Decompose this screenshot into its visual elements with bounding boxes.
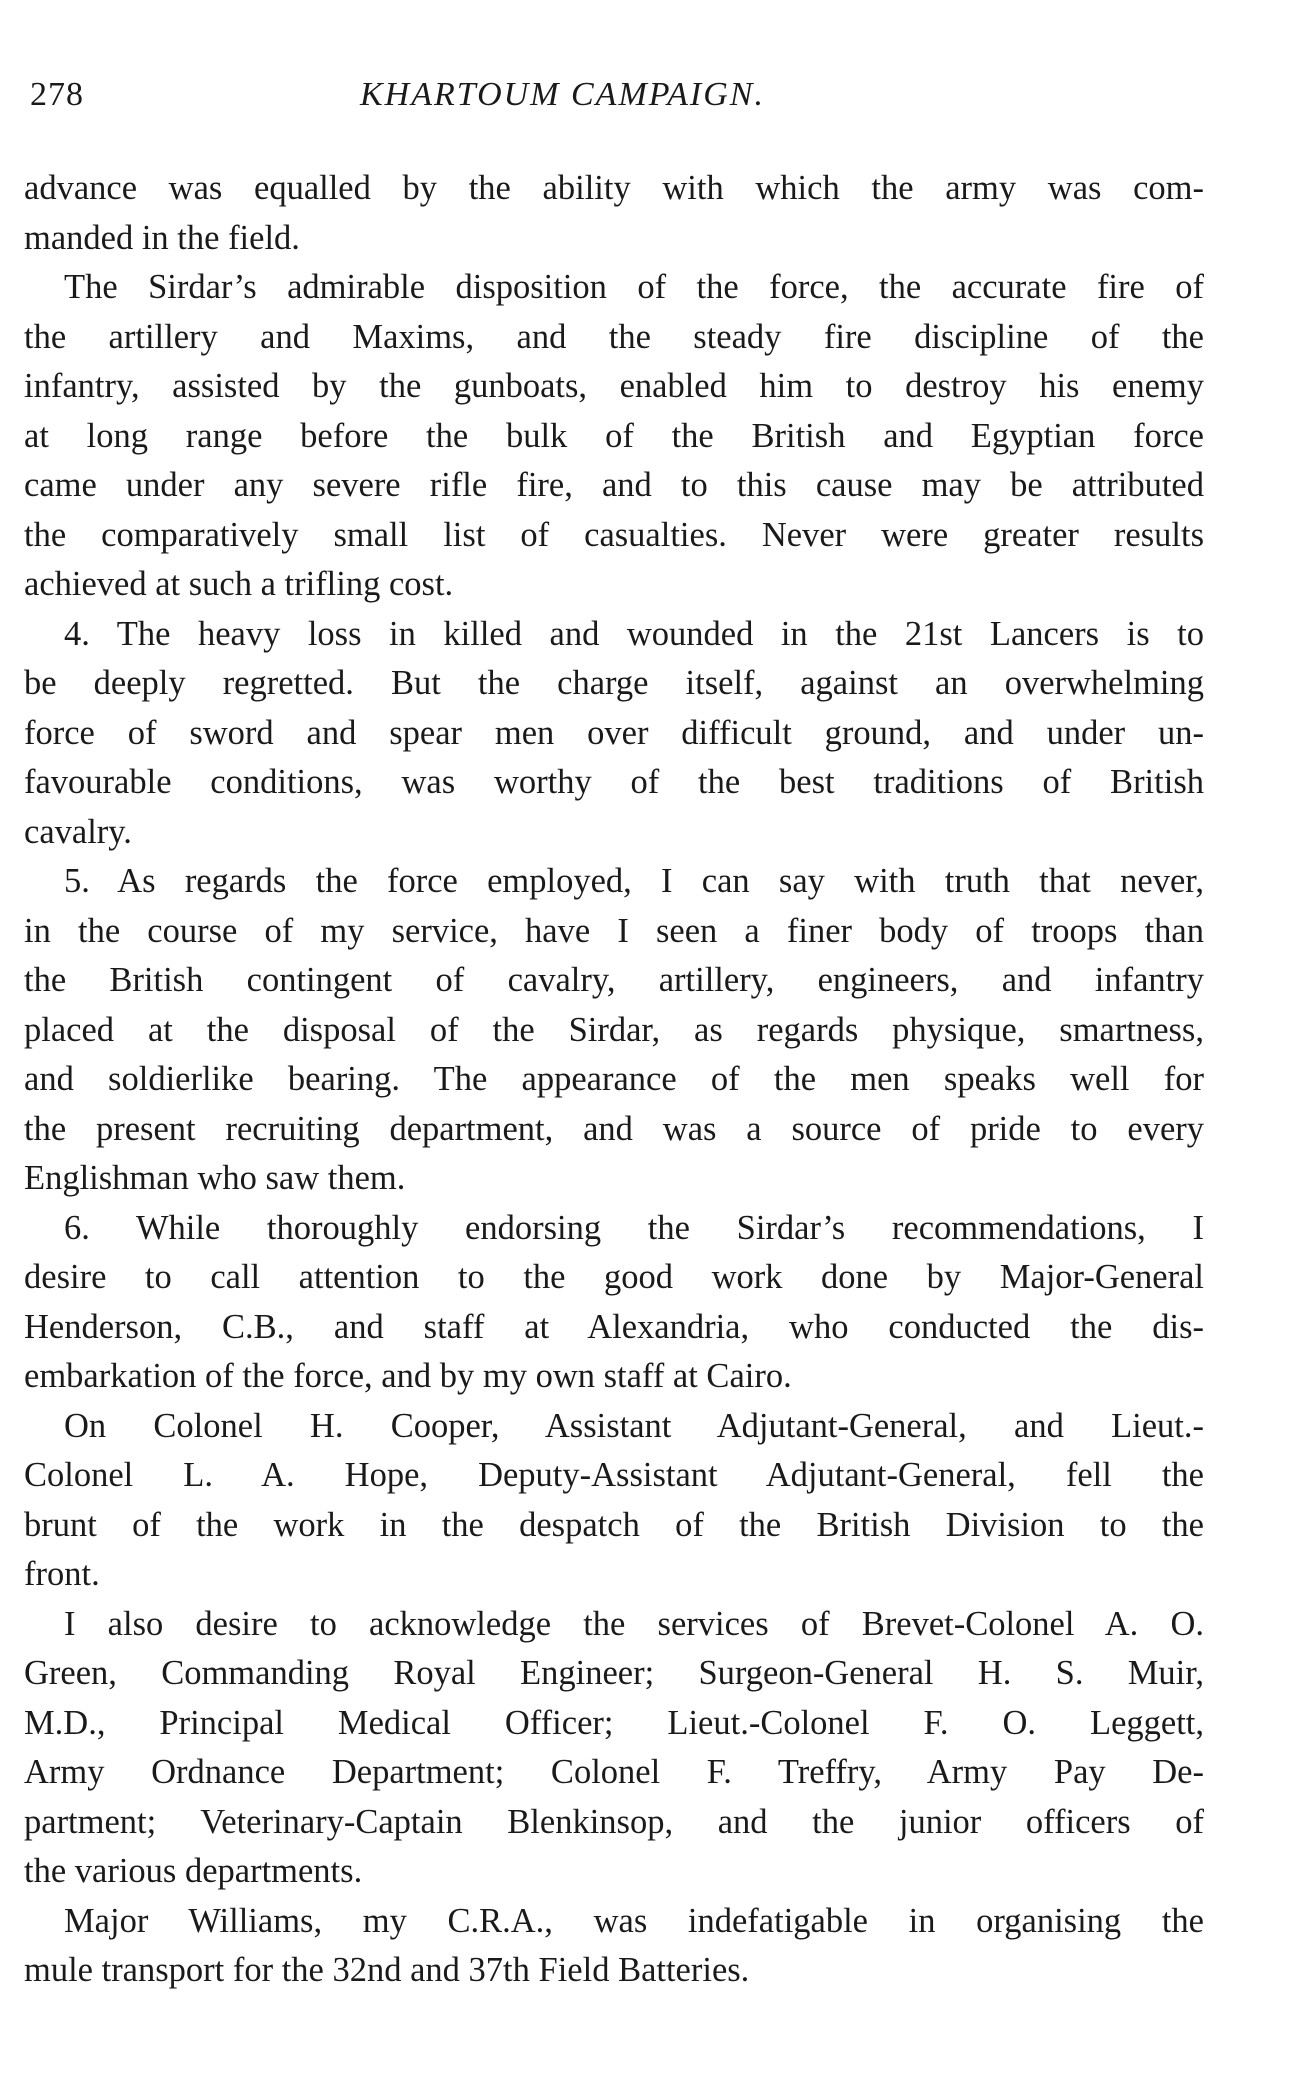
text-line: favourable conditions, was worthy of the best traditions of British: [24, 763, 1204, 801]
text-line: mule transport for the 32nd and 37th Field Batteries.: [24, 1951, 750, 1989]
text-line: Army Ordnance Department; Colonel F. Treffry, Army Pay De-: [24, 1753, 1204, 1791]
text-line: force of sword and spear men over difficult ground, and under un-: [24, 713, 1204, 752]
text-line: cavalry.: [24, 812, 132, 851]
text-line: 5. As regards the force employed, I can say with truth that never,: [64, 862, 1204, 900]
page-number: 278: [30, 76, 84, 113]
body-text: [24, 164, 1204, 1996]
running-title: KHARTOUM CAMPAIGN.: [360, 76, 765, 113]
text-line: the present recruiting department, and was a source of pride to every: [24, 1109, 1204, 1148]
text-line: achieved at such a trifling cost.: [24, 565, 454, 603]
text-line: brunt of the work in the despatch of the British Division to the: [24, 1505, 1204, 1544]
text-line: 4. The heavy loss in killed and wounded in the 21st Lancers is to: [64, 614, 1204, 653]
text-line: Colonel L. A. Hope, Deputy-Assistant Adjutant-General, fell the: [24, 1456, 1204, 1494]
text-line: Green, Commanding Royal Engineer; Surgeon-General H. S. Muir,: [24, 1654, 1204, 1692]
text-line: Major Williams, my C.R.A., was indefatigable in organising the: [64, 1901, 1204, 1940]
text-line: manded in the field.: [24, 218, 300, 257]
text-line: came under any severe rifle fire, and to this cause may be attributed: [24, 466, 1204, 504]
text-line: be deeply regretted. But the charge itself, against an overwhelming: [24, 664, 1204, 702]
text-line: On Colonel H. Cooper, Assistant Adjutant-General, and Lieut.-: [64, 1406, 1204, 1445]
text-line: placed at the disposal of the Sirdar, as regards physique, smartness,: [24, 1010, 1204, 1049]
text-line: the comparatively small list of casualties. Never were greater results: [24, 515, 1204, 554]
text-line: The Sirdar’s admirable disposition of the force, the accurate fire of: [64, 268, 1204, 306]
text-line: Henderson, C.B., and staff at Alexandria, who conducted the dis-: [24, 1307, 1204, 1346]
text-line: partment; Veterinary-Captain Blenkinsop, and the junior officers of: [24, 1802, 1204, 1841]
text-line: the various departments.: [24, 1852, 363, 1890]
text-line: embarkation of the force, and by my own staff at Cairo.: [24, 1357, 792, 1395]
text-line: at long range before the bulk of the British and Egyptian force: [24, 416, 1204, 455]
text-line: infantry, assisted by the gunboats, enabled him to destroy his enemy: [24, 367, 1204, 405]
text-line: in the course of my service, have I seen a finer body of troops than: [24, 911, 1204, 950]
text-line: and soldierlike bearing. The appearance of the men speaks well for: [24, 1060, 1204, 1098]
page-header: [30, 76, 1210, 126]
text-line: advance was equalled by the ability with which the army was com-: [24, 169, 1204, 207]
text-line: 6. While thoroughly endorsing the Sirdar’s recommendations, I: [64, 1208, 1204, 1247]
text-line: the artillery and Maxims, and the steady fire discipline of the: [24, 317, 1204, 356]
text-line: Englishman who saw them.: [24, 1159, 406, 1197]
text-line: I also desire to acknowledge the services of Brevet-Colonel A. O.: [64, 1604, 1204, 1643]
text-line: the British contingent of cavalry, artillery, engineers, and infantry: [24, 961, 1204, 999]
text-line: front.: [24, 1555, 100, 1593]
text-line: M.D., Principal Medical Officer; Lieut.-Colonel F. O. Leggett,: [24, 1703, 1204, 1742]
text-line: desire to call attention to the good work done by Major-General: [24, 1258, 1204, 1296]
